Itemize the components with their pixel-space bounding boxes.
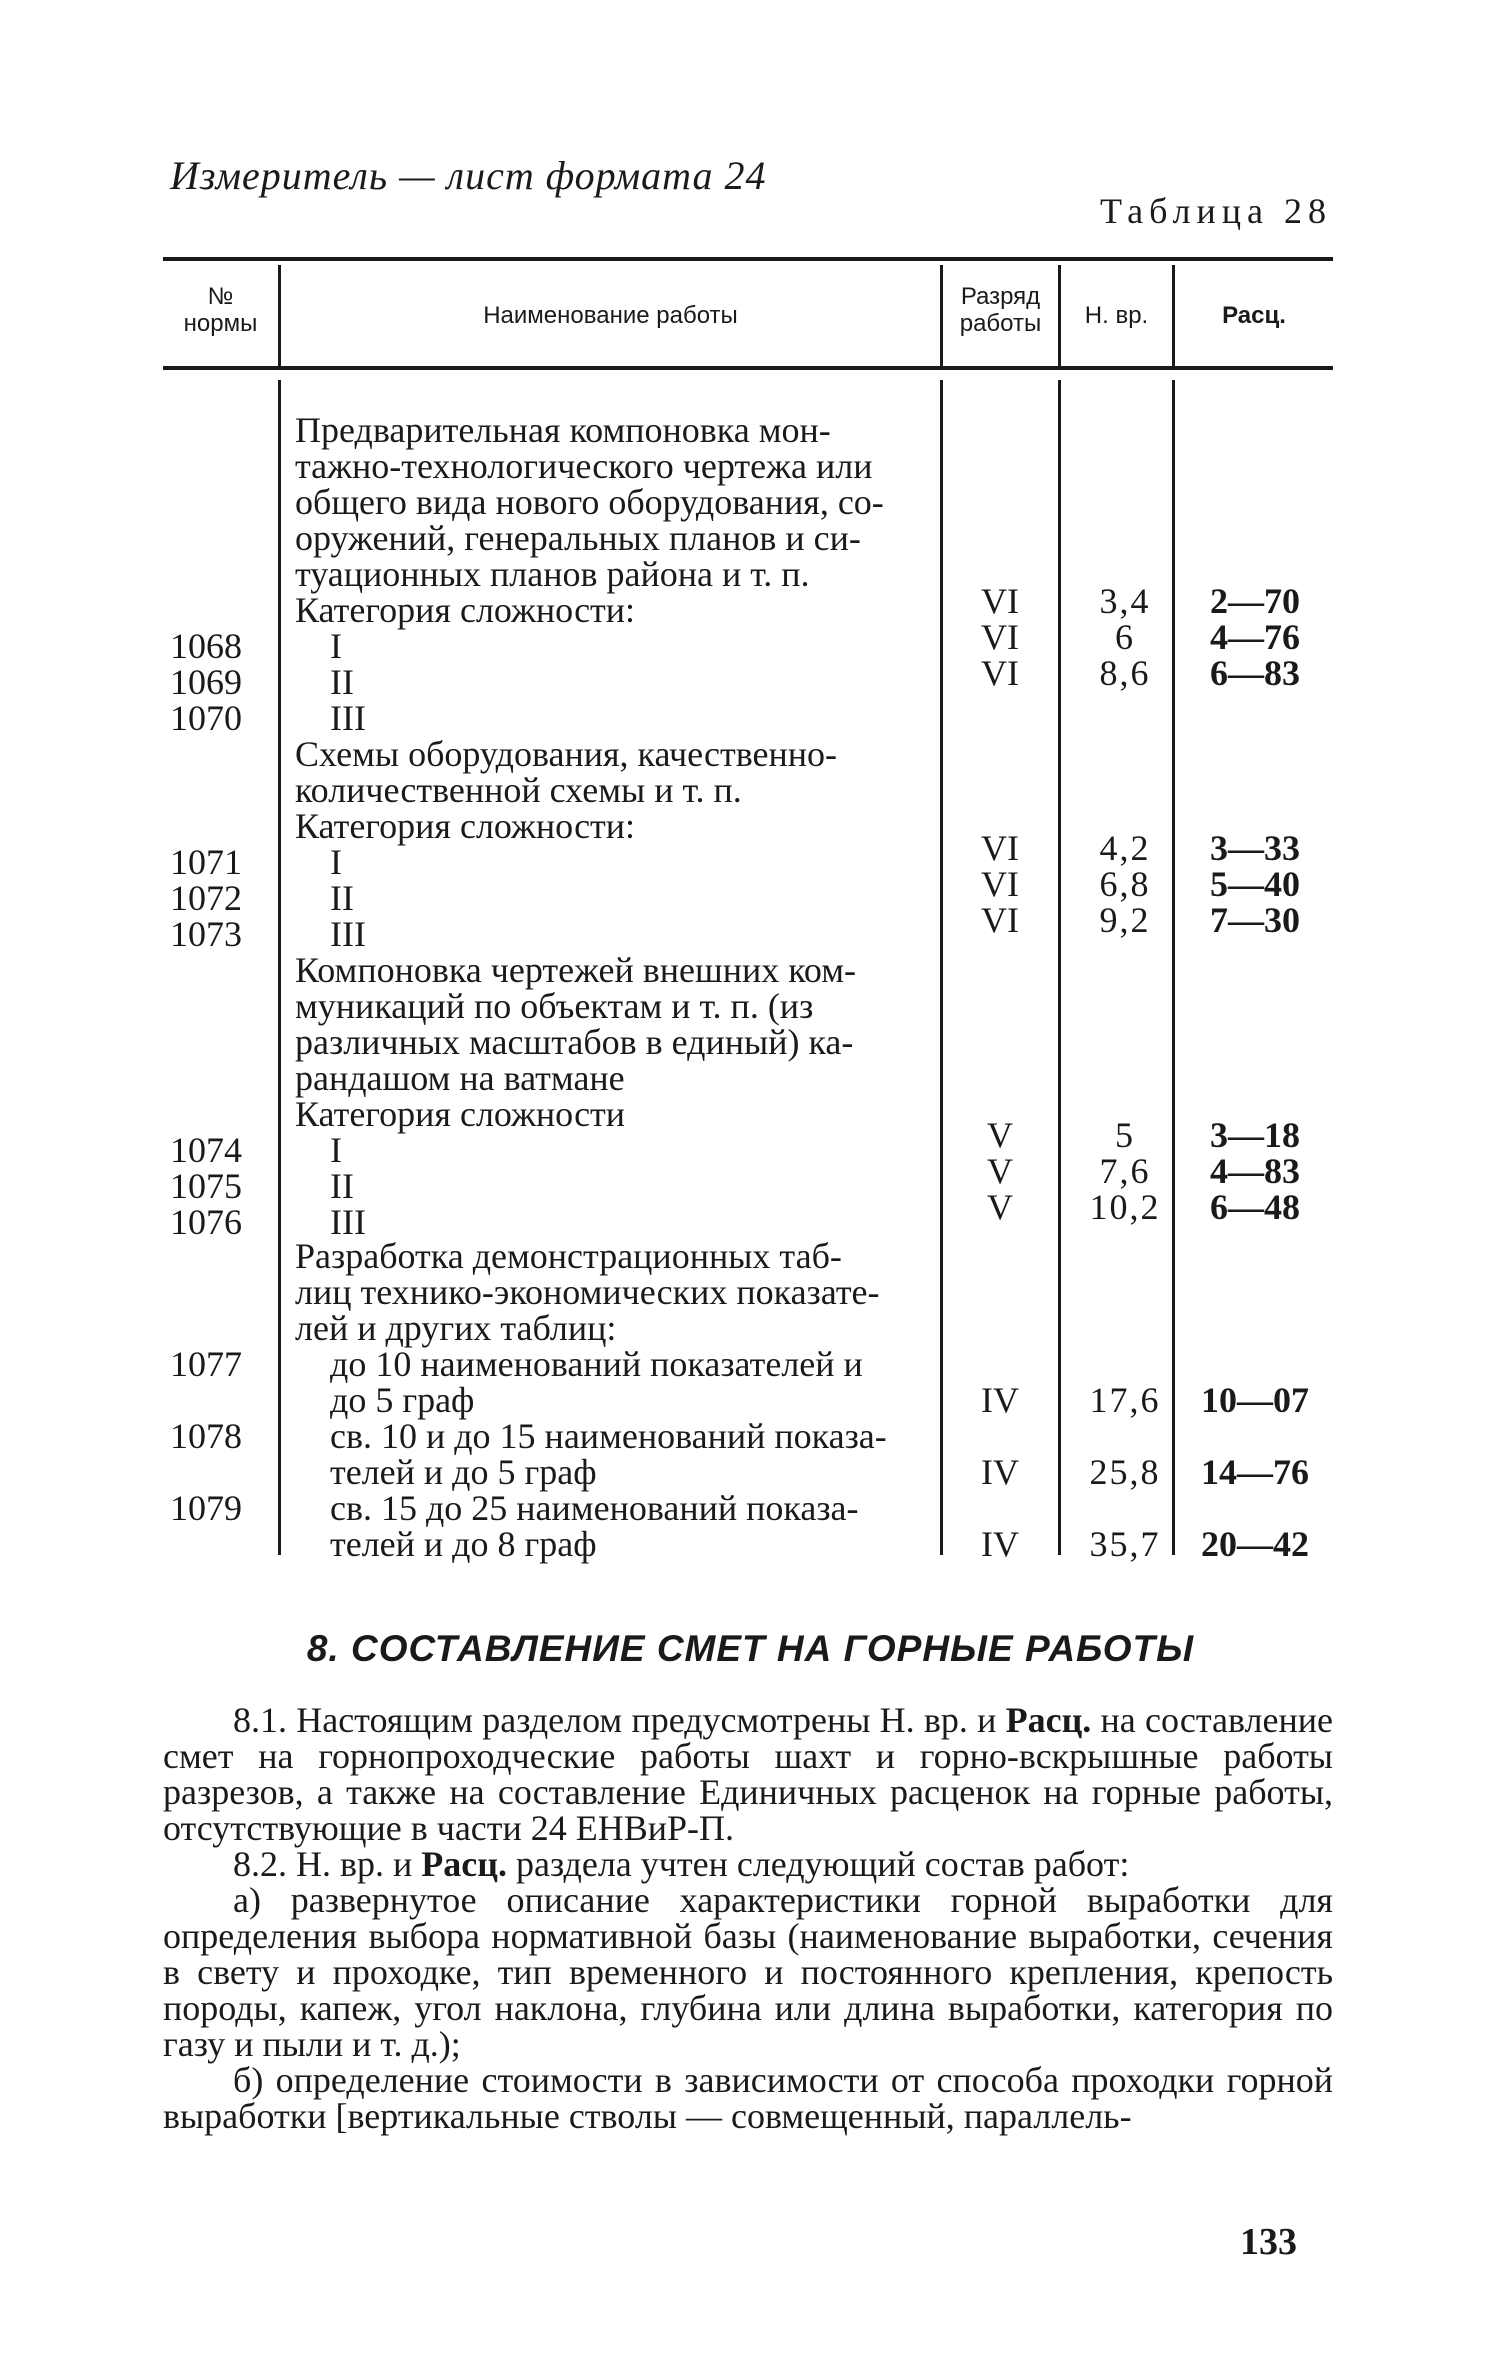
- category-label: Категория сложности:: [295, 806, 636, 846]
- body-divider-2: [940, 380, 943, 1555]
- norm-number: 1076: [170, 1202, 242, 1242]
- page-number: 133: [1240, 2221, 1297, 2263]
- norm-number: 1079: [170, 1488, 242, 1528]
- col-header-rank: Разряд работы: [959, 283, 1042, 337]
- row-name: I: [330, 842, 342, 882]
- rank-value: IV: [981, 1380, 1019, 1420]
- row-name: II: [330, 1166, 354, 1206]
- time-value: 6,8: [1099, 864, 1151, 904]
- rate-value: 2—70: [1210, 581, 1300, 621]
- rate-value: 5—40: [1210, 864, 1300, 904]
- rank-value: VI: [981, 653, 1019, 693]
- norm-number: 1078: [170, 1416, 242, 1456]
- norm-number: 1069: [170, 662, 242, 702]
- col-header-time: Н. вр.: [1084, 302, 1149, 329]
- col-header-name: Наименование работы: [483, 302, 738, 329]
- norm-number: 1071: [170, 842, 242, 882]
- desc-line: лей и других таблиц:: [295, 1308, 617, 1348]
- paragraph-8-1: 8.1. Настоящим разделом предусмотрены Н. вр. и Расц. на составление смет на горнопроходческие работы шахт и горно-вскрышные работы разрезов, а также на составление Единичных расценок на горные работы, отсутствующие в части 24 ЕНВиР-П.: [163, 1700, 1333, 1848]
- time-value: 17,6: [1089, 1380, 1161, 1420]
- time-value: 7,6: [1099, 1151, 1151, 1191]
- desc-line: рандашом на ватмане: [295, 1058, 625, 1098]
- row-name: телей и до 5 граф: [330, 1452, 597, 1492]
- desc-line: лиц технико-экономических показате-: [295, 1272, 880, 1312]
- paragraph-item-b: б) определение стоимости в зависимости от способа проходки горной выработки [вертикальные стволы — совмещенный, параллель-: [163, 2060, 1333, 2136]
- measure-unit-note: Измеритель — лист формата 24: [170, 153, 767, 198]
- norm-number: 1074: [170, 1130, 242, 1170]
- time-value: 3,4: [1099, 581, 1151, 621]
- body-divider-4: [1172, 380, 1175, 1555]
- table-number: Таблица 28: [1100, 191, 1332, 231]
- rank-value: VI: [981, 617, 1019, 657]
- rank-value: VI: [981, 900, 1019, 940]
- desc-line: Схемы оборудования, качественно-: [295, 734, 838, 774]
- time-value: 9,2: [1099, 900, 1151, 940]
- rate-value: 3—33: [1210, 828, 1300, 868]
- rank-value: V: [987, 1115, 1013, 1155]
- row-name: св. 15 до 25 наименований показа-: [330, 1488, 859, 1528]
- time-value: 10,2: [1089, 1187, 1161, 1227]
- desc-line: Компоновка чертежей внешних ком-: [295, 950, 856, 990]
- row-name: телей и до 8 граф: [330, 1524, 597, 1564]
- row-name: св. 10 и до 15 наименований показа-: [330, 1416, 887, 1456]
- row-name: III: [330, 698, 366, 738]
- rank-value: VI: [981, 864, 1019, 904]
- norm-number: 1070: [170, 698, 242, 738]
- rank-value: VI: [981, 581, 1019, 621]
- rate-value: 3—18: [1210, 1115, 1300, 1155]
- paragraph-8-2: 8.2. Н. вр. и Расц. раздела учтен следующий состав работ:: [233, 1844, 1130, 1884]
- desc-line: различных масштабов в единый) ка-: [295, 1022, 854, 1062]
- time-value: 4,2: [1099, 828, 1151, 868]
- row-name: до 10 наименований показателей и: [330, 1344, 863, 1384]
- desc-line: тажно-технологического чертежа или: [295, 446, 873, 486]
- rate-value: 7—30: [1210, 900, 1300, 940]
- row-name: III: [330, 1202, 366, 1242]
- col-header-number: № нормы: [183, 283, 258, 337]
- rank-value: IV: [981, 1452, 1019, 1492]
- desc-line: Предварительная компоновка мон-: [295, 410, 831, 450]
- rate-value: 6—83: [1210, 653, 1300, 693]
- rate-value: 6—48: [1210, 1187, 1300, 1227]
- time-value: 35,7: [1089, 1524, 1161, 1564]
- time-value: 25,8: [1089, 1452, 1161, 1492]
- row-name: I: [330, 626, 342, 666]
- desc-line: туационных планов района и т. п.: [295, 554, 810, 594]
- desc-line: количественной схемы и т. п.: [295, 770, 742, 810]
- rank-value: IV: [981, 1524, 1019, 1564]
- rate-value: 14—76: [1201, 1452, 1309, 1492]
- norm-number: 1072: [170, 878, 242, 918]
- norm-number: 1068: [170, 626, 242, 666]
- body-divider-1: [278, 380, 281, 1555]
- time-value: 5: [1115, 1115, 1135, 1155]
- time-value: 6: [1115, 617, 1135, 657]
- table-header-rule: [163, 366, 1333, 370]
- paragraph-item-a: а) развернутое описание характеристики горной выработки для определения выбора нормативной базы (наименование выработки, сечения в свету и проходке, тип временного и постоянного крепления, крепость породы, капеж, угол наклона, глубина или длина выработки, категория по газу и пыли и т. д.);: [163, 1880, 1333, 2064]
- row-name: I: [330, 1130, 342, 1170]
- norm-number: 1073: [170, 914, 242, 954]
- rate-value: 10—07: [1201, 1380, 1309, 1420]
- desc-line: общего вида нового оборудования, со-: [295, 482, 884, 522]
- rate-value: 20—42: [1201, 1524, 1309, 1564]
- row-name: до 5 граф: [330, 1380, 475, 1420]
- rate-value: 4—83: [1210, 1151, 1300, 1191]
- norm-number: 1077: [170, 1344, 242, 1384]
- row-name: II: [330, 878, 354, 918]
- desc-line: оружений, генеральных планов и си-: [295, 518, 861, 558]
- rank-value: VI: [981, 828, 1019, 868]
- desc-line: Разработка демонстрационных таб-: [295, 1236, 842, 1276]
- category-label: Категория сложности:: [295, 590, 636, 630]
- row-name: II: [330, 662, 354, 702]
- body-divider-3: [1058, 380, 1061, 1555]
- rank-value: V: [987, 1187, 1013, 1227]
- time-value: 8,6: [1099, 653, 1151, 693]
- row-name: III: [330, 914, 366, 954]
- section-heading: 8. СОСТАВЛЕНИЕ СМЕТ НА ГОРНЫЕ РАБОТЫ: [306, 1628, 1195, 1669]
- norm-number: 1075: [170, 1166, 242, 1206]
- desc-line: муникаций по объектам и т. п. (из: [295, 986, 814, 1026]
- rate-value: 4—76: [1210, 617, 1300, 657]
- rank-value: V: [987, 1151, 1013, 1191]
- col-header-rate: Расц.: [1222, 302, 1286, 329]
- category-label: Категория сложности: [295, 1094, 626, 1134]
- table-top-rule: [163, 257, 1333, 261]
